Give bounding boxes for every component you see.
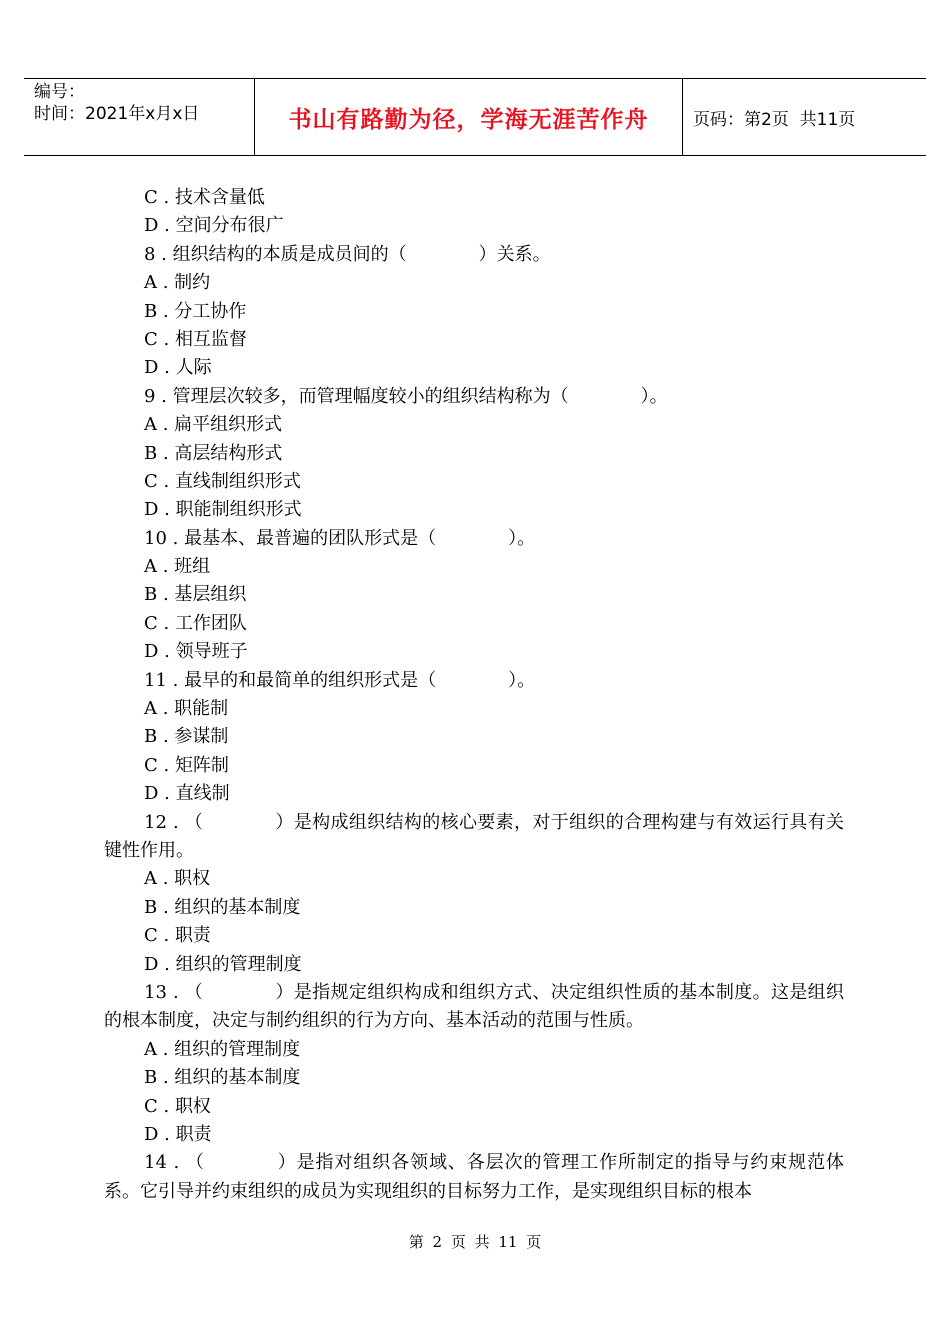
question-13-stem: 13 . （ <box>144 981 204 1003</box>
option-12a: A . 职权 <box>144 868 211 890</box>
question-10-tail: ）。 <box>508 527 536 549</box>
option-7d: D . 空间分布很广 <box>144 215 284 237</box>
option-13b: B . 组织的基本制度 <box>144 1067 301 1089</box>
question-12 <box>104 809 844 866</box>
option-8c: C . 相互监督 <box>144 328 247 350</box>
question-9-stem: 9 . 管理层次较多，而管理幅度较小的组织结构称为（ <box>144 385 569 407</box>
option-11c: C . 矩阵制 <box>144 754 229 776</box>
option-9c: C . 直线制组织形式 <box>144 470 301 492</box>
question-10-stem: 10 . 最基本、最普遍的团队形式是（ <box>144 527 437 549</box>
question-13 <box>104 979 844 1036</box>
question-11-stem: 11 . 最早的和最简单的组织形式是（ <box>144 669 437 691</box>
option-13c: C . 职权 <box>144 1095 211 1117</box>
option-9b: B . 高层结构形式 <box>144 442 283 464</box>
document-code-label: 编号： <box>34 82 85 102</box>
question-9-tail: ）。 <box>640 385 668 407</box>
option-12c: C . 职责 <box>144 925 211 947</box>
option-10c: C . 工作团队 <box>144 612 247 634</box>
question-8 <box>104 241 844 269</box>
question-10 <box>104 525 844 553</box>
header-page-info: 页码：第2页 共11页 <box>693 109 856 130</box>
question-14 <box>104 1149 844 1206</box>
question-12-tail: ）是构成组织结构的核心要素，对于组织的合理构建与有效运行具有关键性作用。 <box>104 811 844 861</box>
option-12d: D . 组织的管理制度 <box>144 953 302 975</box>
option-9d: D . 职能制组织形式 <box>144 499 302 521</box>
question-14-tail: ）是指对组织各领域、各层次的管理工作所制定的指导与约束规范体系。它引导并约束组织的成员为实现组织的目标努力工作，是实现组织目标的根本 <box>104 1152 844 1202</box>
header-motto: 书山有路勤为径，学海无涯苦作舟 <box>288 105 649 133</box>
document-time: 时间：2021年x月x日 <box>34 104 200 124</box>
option-10b: B . 基层组织 <box>144 584 247 606</box>
question-13-tail: ）是指规定组织构成和组织方式、决定组织性质的基本制度。这是组织的根本制度，决定与制约组织的行为方向、基本活动的范围与性质。 <box>104 981 844 1032</box>
option-8a: A . 制约 <box>144 272 211 294</box>
option-12b: B . 组织的基本制度 <box>144 896 301 918</box>
option-7c: C . 技术含量低 <box>144 187 265 208</box>
question-8-tail: ）关系。 <box>478 243 551 265</box>
question-11-tail: ）。 <box>508 669 536 691</box>
question-14-stem: 14 . （ <box>144 1152 205 1174</box>
option-13a: A . 组织的管理制度 <box>144 1038 301 1060</box>
option-10d: D . 领导班子 <box>144 641 248 663</box>
question-12-stem: 12 . （ <box>144 811 204 833</box>
header-meta <box>24 79 254 155</box>
page-footer: 第 2 页 共 11 页 <box>408 1233 542 1251</box>
document-body <box>104 184 844 1206</box>
question-8-stem: 8 . 组织结构的本质是成员间的（ <box>144 243 407 265</box>
option-13d: D . 职责 <box>144 1123 212 1145</box>
page-header <box>24 78 926 156</box>
header-motto-cell <box>254 79 683 155</box>
option-11a: A . 职能制 <box>144 698 229 720</box>
question-9 <box>104 383 844 411</box>
option-9a: A . 扁平组织形式 <box>144 414 283 436</box>
option-8d: D . 人际 <box>144 357 212 379</box>
option-10a: A . 班组 <box>144 556 211 578</box>
question-11 <box>104 667 844 695</box>
option-8b: B . 分工协作 <box>144 300 247 322</box>
option-11d: D . 直线制 <box>144 783 230 805</box>
option-11b: B . 参谋制 <box>144 726 229 748</box>
header-page-cell <box>681 79 926 155</box>
